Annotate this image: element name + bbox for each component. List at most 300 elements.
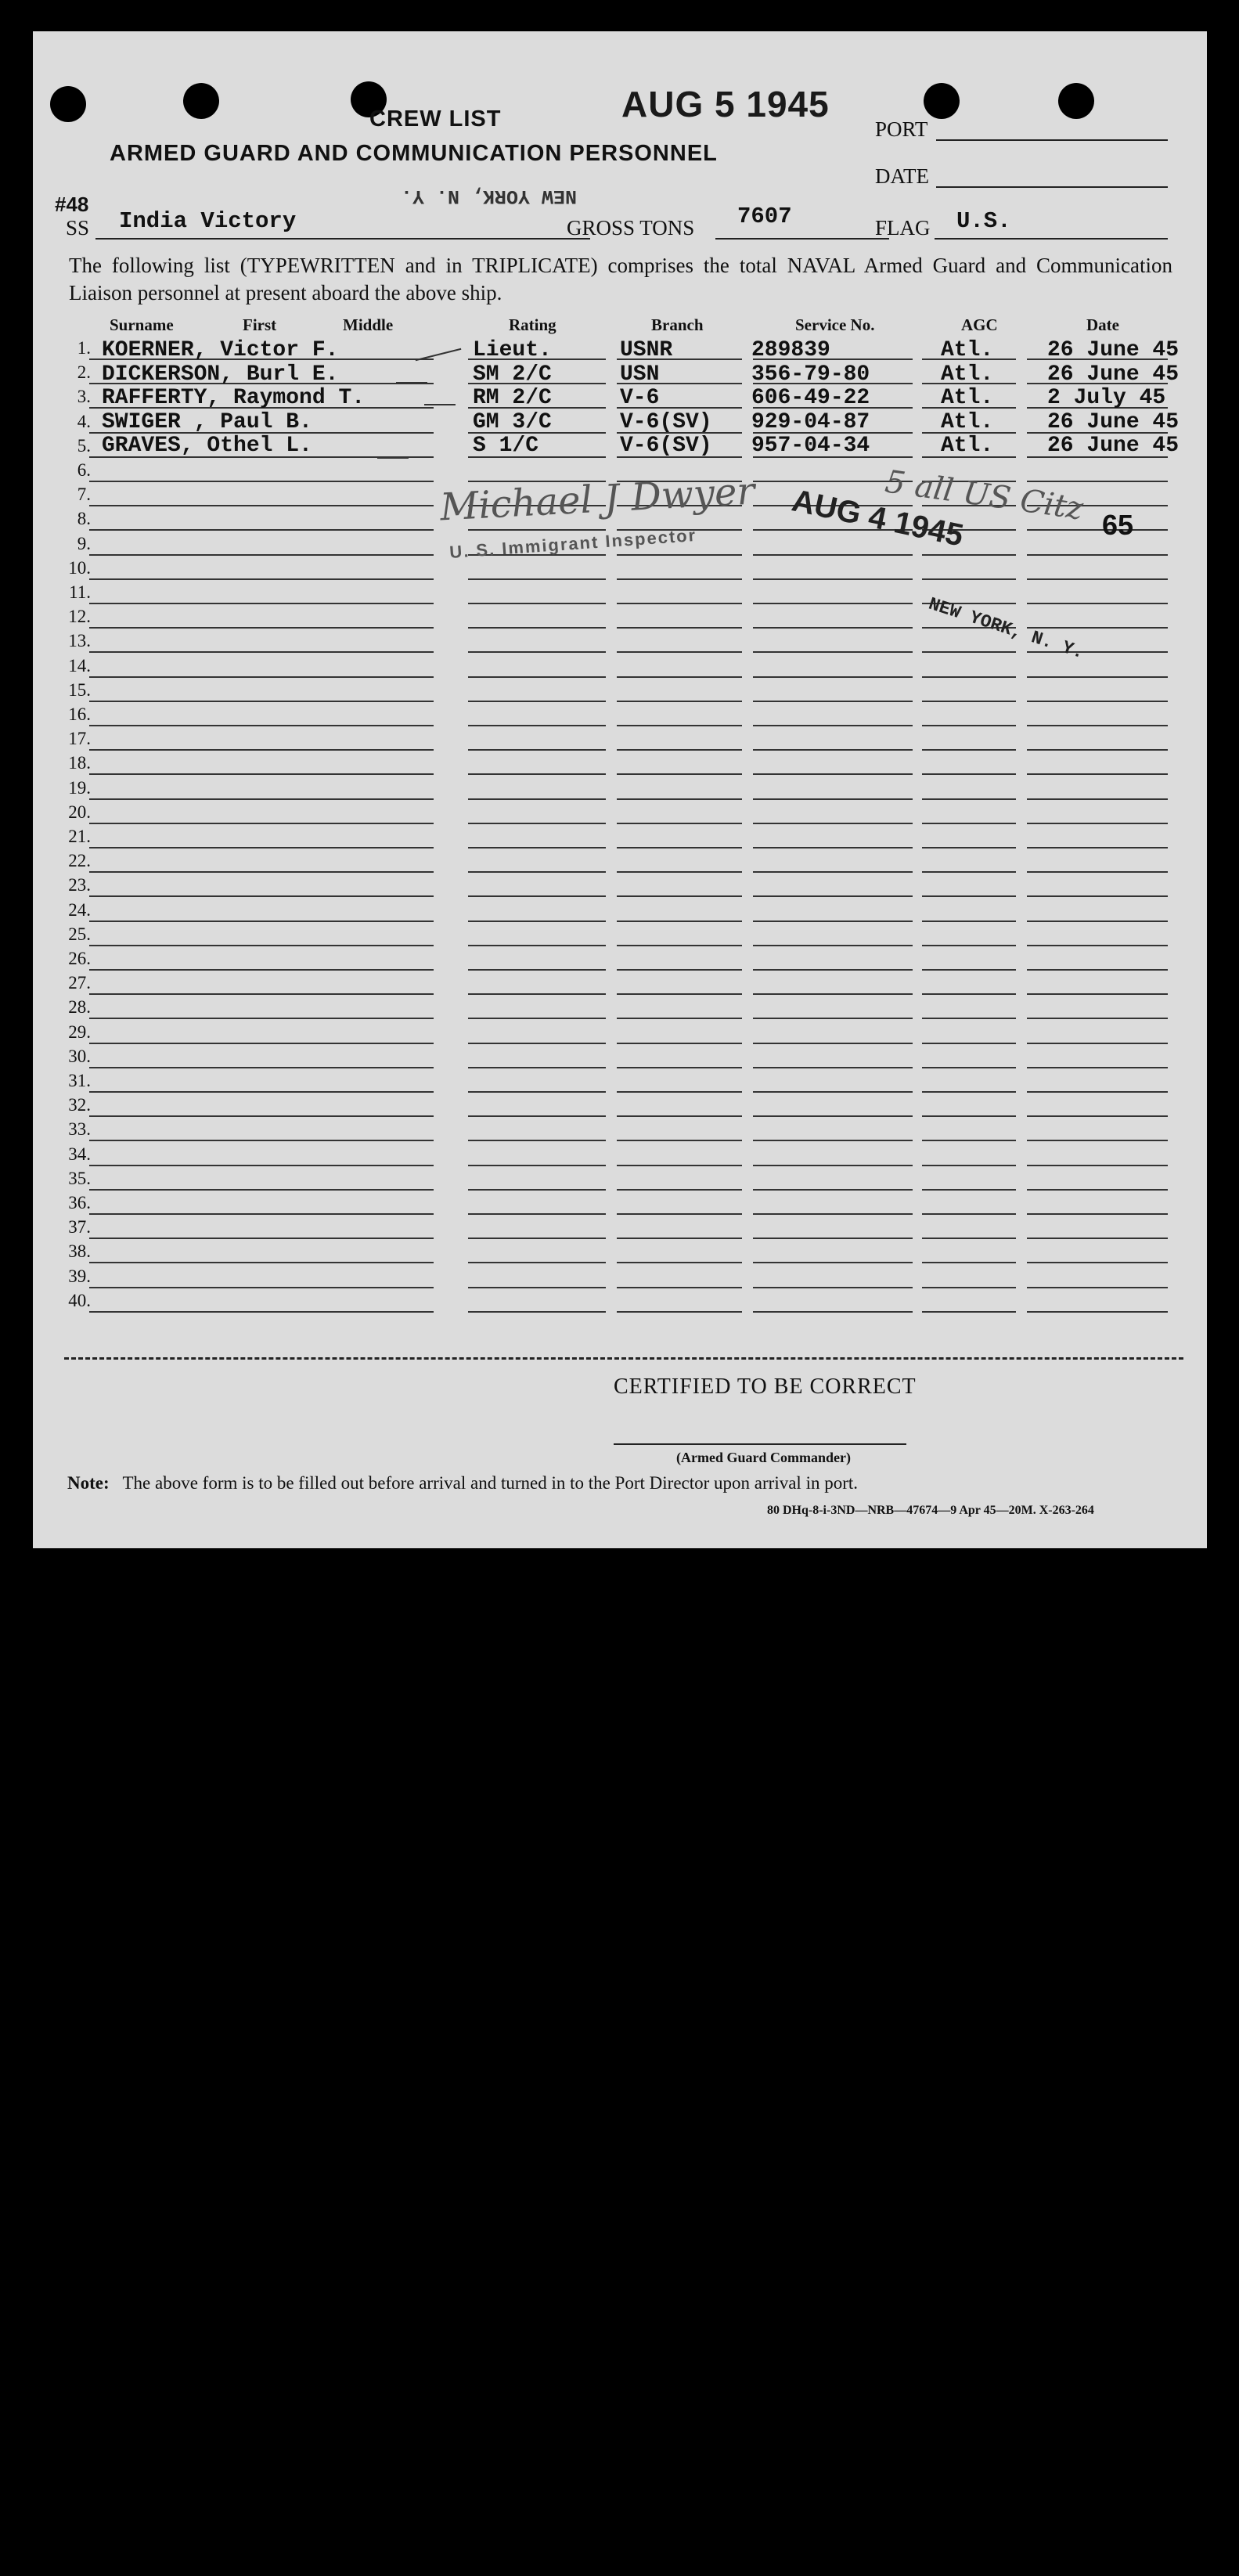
row-rule <box>617 1115 742 1117</box>
row-rule <box>1027 1189 1168 1191</box>
row-number: 32. <box>68 1095 91 1115</box>
crew-date: 26 June 45 <box>1047 338 1180 362</box>
crew-service-no: 606-49-22 <box>751 386 870 410</box>
row-rule <box>617 725 742 726</box>
row-rule <box>89 1165 434 1166</box>
row-rule <box>89 847 434 848</box>
row-number: 37. <box>68 1217 91 1237</box>
row-rule <box>922 823 1016 824</box>
row-rule <box>89 603 434 604</box>
row-rule <box>468 701 606 702</box>
row-number: 18. <box>68 753 91 773</box>
crew-agc: Atl. <box>941 410 994 434</box>
row-number: 7. <box>77 485 91 504</box>
row-rule <box>922 1043 1016 1044</box>
inspector-title-stamp: U. S. Immigrant Inspector <box>448 524 697 563</box>
row-rule <box>922 895 1016 897</box>
row-number: 38. <box>68 1241 91 1261</box>
crew-date: 26 June 45 <box>1047 362 1180 387</box>
row-rule <box>468 773 606 775</box>
row-rule <box>89 676 434 678</box>
crew-rating: S 1/C <box>473 434 539 458</box>
row-rule <box>922 1238 1016 1239</box>
row-rule <box>753 1189 913 1191</box>
pen-tick <box>396 382 427 384</box>
row-rule <box>922 921 1016 922</box>
crew-date: 26 June 45 <box>1047 410 1180 434</box>
row-number: 36. <box>68 1193 91 1212</box>
row-rule <box>922 676 1016 678</box>
row-number: 34. <box>68 1144 91 1164</box>
row-rule <box>1027 798 1168 800</box>
row-rule <box>617 1262 742 1263</box>
row-rule <box>468 921 606 922</box>
port-label: PORT <box>875 117 928 141</box>
note-text <box>67 1473 858 1493</box>
row-rule <box>1027 749 1168 751</box>
row-rule <box>89 578 434 580</box>
row-rule <box>89 749 434 751</box>
pen-tick <box>352 432 384 434</box>
row-rule <box>1027 1067 1168 1068</box>
row-rule <box>468 895 606 897</box>
row-rule <box>1027 945 1168 946</box>
col-rating: Rating <box>509 315 556 334</box>
form-subtitle: ARMED GUARD AND COMMUNICATION PERSONNEL <box>110 141 718 166</box>
row-rule <box>922 1213 1016 1215</box>
row-rule <box>922 1067 1016 1068</box>
ss-label: SS <box>66 216 90 240</box>
row-rule <box>617 1287 742 1288</box>
row-rule <box>468 993 606 995</box>
row-rule <box>89 871 434 873</box>
row-rule <box>617 1043 742 1044</box>
instructions-text: The following list (TYPEWRITTEN and in TRIPLICATE) comprises the total NAVAL Armed Guard and Communication Liaison personnel at present aboard the above ship. <box>69 254 1172 304</box>
row-rule <box>617 627 742 629</box>
row-rule <box>617 749 742 751</box>
punch-hole <box>924 83 960 119</box>
row-rule <box>922 1189 1016 1191</box>
row-rule <box>1027 578 1168 580</box>
row-rule <box>753 847 913 848</box>
row-rule <box>468 969 606 971</box>
row-rule <box>753 1238 913 1239</box>
row-number: 26. <box>68 949 91 968</box>
row-rule <box>617 969 742 971</box>
row-rule <box>468 603 606 604</box>
row-number: 23. <box>68 875 91 895</box>
row-rule <box>617 945 742 946</box>
row-rule <box>753 749 913 751</box>
flag-value: U.S. <box>956 208 1011 234</box>
row-rule <box>89 1311 434 1313</box>
row-rule <box>89 945 434 946</box>
row-rule <box>89 798 434 800</box>
row-rule <box>89 529 434 531</box>
row-rule <box>753 1043 913 1044</box>
row-rule <box>89 823 434 824</box>
row-rule <box>89 1189 434 1191</box>
row-rule <box>468 1018 606 1019</box>
crew-service-no: 356-79-80 <box>751 362 870 387</box>
row-rule <box>1027 895 1168 897</box>
commander-signature-line <box>614 1443 906 1445</box>
row-rule <box>1027 701 1168 702</box>
crew-date: 2 July 45 <box>1047 386 1166 410</box>
row-rule <box>753 1018 913 1019</box>
row-rule <box>1027 1091 1168 1093</box>
crew-service-no: 929-04-87 <box>751 410 870 434</box>
row-rule <box>468 823 606 824</box>
row-rule <box>617 1311 742 1313</box>
note-body: The above form is to be filled out before arrival and turned in to the Port Director upon arrival in port. <box>122 1473 859 1493</box>
row-number: 29. <box>68 1022 91 1042</box>
row-rule <box>1027 1238 1168 1239</box>
row-rule <box>753 945 913 946</box>
punch-hole <box>50 86 86 122</box>
crew-rating: Lieut. <box>473 338 552 362</box>
row-rule <box>468 1262 606 1263</box>
row-number: 1. <box>77 338 91 358</box>
row-rule <box>89 969 434 971</box>
crew-branch: USNR <box>620 338 673 362</box>
row-rule <box>468 725 606 726</box>
row-rule <box>89 921 434 922</box>
ss-mark: #48 <box>55 193 89 216</box>
row-rule <box>753 725 913 726</box>
row-rule <box>1027 1115 1168 1117</box>
flag-line <box>935 238 1168 240</box>
row-rule <box>89 1213 434 1215</box>
punch-hole <box>183 83 219 119</box>
row-number: 25. <box>68 924 91 944</box>
row-rule <box>617 798 742 800</box>
row-rule <box>1027 823 1168 824</box>
row-rule <box>1027 1287 1168 1288</box>
row-rule <box>617 554 742 556</box>
row-rule <box>468 1189 606 1191</box>
row-number: 14. <box>68 656 91 676</box>
row-number: 20. <box>68 802 91 822</box>
row-rule <box>617 1165 742 1166</box>
row-rule <box>468 749 606 751</box>
ship-name: India Victory <box>119 208 297 234</box>
row-rule <box>468 578 606 580</box>
row-rule <box>753 895 913 897</box>
row-rule <box>753 823 913 824</box>
row-rule <box>89 505 434 506</box>
row-rule <box>89 651 434 653</box>
crew-branch: V-6 <box>620 386 660 410</box>
row-rule <box>468 1091 606 1093</box>
row-rule <box>468 1115 606 1117</box>
row-rule <box>1027 993 1168 995</box>
crew-list-form <box>33 31 1207 1548</box>
row-rule <box>753 627 913 629</box>
row-rule <box>753 871 913 873</box>
row-rule <box>922 554 1016 556</box>
row-rule <box>617 921 742 922</box>
row-rule <box>468 1165 606 1166</box>
crew-name: KOERNER, Victor F. <box>102 338 339 362</box>
row-rule <box>1027 1165 1168 1166</box>
crew-service-no: 957-04-34 <box>751 434 870 458</box>
row-rule <box>468 1067 606 1068</box>
col-date: Date <box>1086 315 1119 334</box>
certified-text: CERTIFIED TO BE CORRECT <box>614 1374 917 1399</box>
row-rule <box>89 1091 434 1093</box>
row-rule <box>1027 554 1168 556</box>
crew-date: 26 June 45 <box>1047 434 1180 458</box>
row-rule <box>922 1262 1016 1263</box>
row-rule <box>468 1043 606 1044</box>
row-rule <box>1027 1213 1168 1215</box>
row-rule <box>1027 1018 1168 1019</box>
row-rule <box>89 1238 434 1239</box>
row-rule <box>89 773 434 775</box>
pen-tick <box>424 404 456 405</box>
row-number: 8. <box>77 509 91 528</box>
row-rule <box>922 701 1016 702</box>
row-rule <box>1027 603 1168 604</box>
row-number: 11. <box>69 582 91 602</box>
row-rule <box>89 993 434 995</box>
crew-branch: V-6(SV) <box>620 434 712 458</box>
punch-hole <box>1058 83 1094 119</box>
gross-tons-line <box>715 238 889 240</box>
row-rule <box>1027 969 1168 971</box>
row-rule <box>617 895 742 897</box>
row-number: 16. <box>68 704 91 724</box>
row-rule <box>922 993 1016 995</box>
gross-tons-label: GROSS TONS <box>567 216 695 240</box>
row-rule <box>922 1287 1016 1288</box>
commander-signature-label: (Armed Guard Commander) <box>676 1450 851 1465</box>
col-agc: AGC <box>961 315 998 334</box>
row-number: 40. <box>68 1291 91 1310</box>
row-rule <box>922 1091 1016 1093</box>
col-middle: Middle <box>343 315 394 334</box>
row-rule <box>753 1115 913 1117</box>
row-rule <box>617 701 742 702</box>
crew-rating: SM 2/C <box>473 362 552 387</box>
date-field-line <box>936 186 1168 188</box>
row-rule <box>922 651 1016 653</box>
row-rule <box>468 847 606 848</box>
row-rule <box>89 1067 434 1068</box>
row-rule <box>468 798 606 800</box>
row-rule <box>753 921 913 922</box>
row-rule <box>753 1067 913 1068</box>
row-rule <box>617 1140 742 1141</box>
col-surname: Surname <box>110 315 174 334</box>
row-rule <box>1027 1043 1168 1044</box>
row-rule <box>468 945 606 946</box>
row-rule <box>89 1115 434 1117</box>
row-rule <box>617 823 742 824</box>
row-rule <box>922 773 1016 775</box>
row-rule <box>922 1311 1016 1313</box>
row-rule <box>617 578 742 580</box>
row-rule <box>753 1262 913 1263</box>
row-rule <box>617 1238 742 1239</box>
crew-rating: GM 3/C <box>473 410 552 434</box>
row-rule <box>617 1213 742 1215</box>
row-rule <box>753 676 913 678</box>
row-rule <box>922 725 1016 726</box>
crew-name: RAFFERTY, Raymond T. <box>102 386 366 410</box>
row-rule <box>1027 773 1168 775</box>
row-number: 13. <box>68 631 91 650</box>
row-rule <box>617 1018 742 1019</box>
row-rule <box>753 1091 913 1093</box>
row-rule <box>922 1140 1016 1141</box>
row-rule <box>1027 676 1168 678</box>
row-number: 9. <box>77 534 91 553</box>
row-rule <box>468 1238 606 1239</box>
row-rule <box>922 945 1016 946</box>
row-rule <box>617 603 742 604</box>
crew-branch: USN <box>620 362 660 387</box>
row-number: 5. <box>77 436 91 456</box>
row-number: 10. <box>68 558 91 578</box>
crew-branch: V-6(SV) <box>620 410 712 434</box>
pen-tick <box>416 348 462 361</box>
row-number: 35. <box>68 1169 91 1188</box>
inspection-date-stamp: AUG 4 1945 <box>788 483 967 553</box>
row-rule <box>922 847 1016 848</box>
row-number: 24. <box>68 900 91 920</box>
row-rule <box>89 1018 434 1019</box>
row-rule <box>753 578 913 580</box>
row-rule <box>753 651 913 653</box>
row-rule <box>922 969 1016 971</box>
crew-service-no: 289839 <box>751 338 830 362</box>
row-rule <box>617 1189 742 1191</box>
row-rule <box>922 1165 1016 1166</box>
row-rule <box>753 1287 913 1288</box>
row-rule <box>89 1262 434 1263</box>
row-rule <box>1027 627 1168 629</box>
row-rule <box>753 773 913 775</box>
row-rule <box>753 993 913 995</box>
row-rule <box>922 1115 1016 1117</box>
date-label: DATE <box>875 164 929 188</box>
dashed-separator <box>64 1357 1183 1360</box>
port-field-line <box>936 139 1168 141</box>
row-rule <box>617 651 742 653</box>
row-number: 15. <box>68 680 91 700</box>
row-rule <box>753 701 913 702</box>
row-rule <box>753 554 913 556</box>
row-rule <box>89 895 434 897</box>
row-rule <box>1027 1140 1168 1141</box>
row-rule <box>89 554 434 556</box>
row-rule <box>617 871 742 873</box>
row-rule <box>753 1140 913 1141</box>
row-rule <box>468 651 606 653</box>
row-number: 2. <box>77 362 91 382</box>
row-number: 39. <box>68 1266 91 1286</box>
row-rule <box>753 969 913 971</box>
received-date-stamp: AUG 5 1945 <box>621 84 830 124</box>
row-number: 6. <box>77 460 91 480</box>
row-rule <box>468 1287 606 1288</box>
row-rule <box>89 1140 434 1141</box>
pen-tick <box>377 457 409 459</box>
form-title: CREW LIST <box>369 106 502 132</box>
row-rule <box>89 1043 434 1044</box>
row-rule <box>617 993 742 995</box>
row-rule <box>468 871 606 873</box>
row-rule <box>468 627 606 629</box>
row-rule <box>753 1311 913 1313</box>
row-rule <box>89 627 434 629</box>
row-rule <box>617 1067 742 1068</box>
citizenship-annotation: 5 all US Citz <box>883 463 1086 528</box>
row-rule <box>617 773 742 775</box>
row-number: 27. <box>68 973 91 993</box>
row-number: 22. <box>68 851 91 870</box>
row-number: 4. <box>77 412 91 431</box>
col-branch: Branch <box>651 315 704 334</box>
inspector-signature: Michael J Dwyer <box>438 469 756 530</box>
row-rule <box>89 1287 434 1288</box>
row-rule <box>617 1091 742 1093</box>
row-rule <box>468 1311 606 1313</box>
crew-agc: Atl. <box>941 434 994 458</box>
row-rule <box>1027 725 1168 726</box>
col-service-no: Service No. <box>795 315 875 334</box>
row-rule <box>922 1018 1016 1019</box>
row-rule <box>1027 1262 1168 1263</box>
row-number: 19. <box>68 778 91 798</box>
row-number: 30. <box>68 1047 91 1066</box>
row-rule <box>922 578 1016 580</box>
row-rule <box>753 603 913 604</box>
row-rule <box>922 798 1016 800</box>
crew-agc: Atl. <box>941 362 994 387</box>
row-number: 21. <box>68 827 91 846</box>
row-rule <box>468 529 606 531</box>
row-rule <box>468 1213 606 1215</box>
row-number: 17. <box>68 729 91 748</box>
crew-name: GRAVES, Othel L. <box>102 434 312 458</box>
row-number: 12. <box>68 607 91 626</box>
row-rule <box>753 1213 913 1215</box>
row-rule <box>922 871 1016 873</box>
row-rule <box>1027 921 1168 922</box>
crew-name: SWIGER , Paul B. <box>102 410 312 434</box>
flag-label: FLAG <box>875 216 931 240</box>
count-annotation: 65 <box>1102 509 1134 541</box>
row-rule <box>753 798 913 800</box>
row-rule <box>617 676 742 678</box>
row-rule <box>1027 1311 1168 1313</box>
row-number: 3. <box>77 387 91 406</box>
crew-agc: Atl. <box>941 386 994 410</box>
row-rule <box>89 701 434 702</box>
crew-name: DICKERSON, Burl E. <box>102 362 339 387</box>
row-number: 28. <box>68 997 91 1017</box>
form-number: 80 DHq-8-i-3ND—NRB—47674—9 Apr 45—20M. X-263-264 <box>767 1504 1094 1517</box>
crew-rating: RM 2/C <box>473 386 552 410</box>
crew-agc: Atl. <box>941 338 994 362</box>
row-rule <box>1027 481 1168 482</box>
col-first: First <box>243 315 277 334</box>
row-number: 33. <box>68 1119 91 1139</box>
row-rule <box>1027 529 1168 531</box>
